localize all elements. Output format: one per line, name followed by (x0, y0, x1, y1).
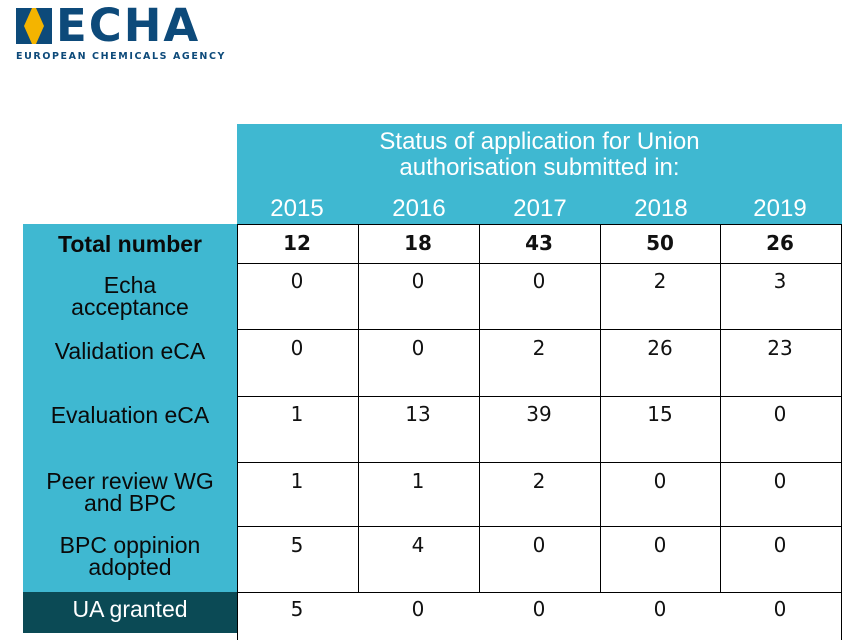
echa-logo (16, 0, 227, 64)
row-divider (237, 224, 842, 225)
cell-bpc-opinion-2016: 4 (411, 533, 425, 557)
table-header (237, 124, 842, 224)
cell-evaluation-eca-2019: 0 (773, 402, 787, 426)
row-divider (237, 526, 842, 527)
row-divider (237, 462, 842, 463)
cell-evaluation-eca-2017: 39 (526, 402, 552, 426)
cell-echa-acceptance-2019: 3 (773, 269, 787, 293)
row-label-text: Echa (103, 272, 157, 298)
cell-evaluation-eca-2015: 1 (290, 402, 304, 426)
cell-peer-review-2018: 0 (653, 469, 667, 493)
cell-peer-review-2019: 0 (773, 469, 787, 493)
cell-bpc-opinion-2015: 5 (290, 533, 304, 557)
row-label-text: UA granted (72, 596, 188, 622)
cell-total-2019: 26 (766, 231, 794, 255)
cell-ua-granted-2015: 5 (290, 597, 304, 621)
row-divider (237, 396, 842, 397)
cell-peer-review-2017: 2 (532, 469, 546, 493)
cell-total-2016: 18 (404, 231, 432, 255)
year-header-2018: 2018 (634, 195, 688, 222)
table-title-line-1: Status of application for Union (379, 128, 700, 155)
cell-validation-eca-2017: 2 (532, 336, 546, 360)
cell-total-2015: 12 (283, 231, 311, 255)
row-label-text: Total number (58, 230, 202, 257)
cell-bpc-opinion-2018: 0 (653, 533, 667, 557)
row-label-text: Evaluation eCA (50, 402, 210, 428)
cell-total-2018: 50 (646, 231, 674, 255)
row-label-text: Validation eCA (54, 338, 206, 364)
row-label-bpc-opinion (23, 526, 237, 592)
cell-validation-eca-2016: 0 (411, 336, 425, 360)
cell-bpc-opinion-2017: 0 (532, 533, 546, 557)
cell-echa-acceptance-2017: 0 (532, 269, 546, 293)
row-label-text: adopted (88, 554, 172, 580)
cell-peer-review-2016: 1 (411, 469, 425, 493)
cell-ua-granted-2018: 0 (653, 597, 667, 621)
cell-evaluation-eca-2018: 15 (647, 402, 673, 426)
cell-total-2017: 43 (525, 231, 553, 255)
year-header-2016: 2016 (392, 195, 446, 222)
cell-echa-acceptance-2015: 0 (290, 269, 304, 293)
row-label-echa-acceptance (23, 263, 237, 329)
year-header-2019: 2019 (753, 195, 807, 222)
cell-bpc-opinion-2019: 0 (773, 533, 787, 557)
cell-ua-granted-2019: 0 (773, 597, 787, 621)
cell-ua-granted-2017: 0 (532, 597, 546, 621)
row-label-text: BPC oppinion (59, 532, 201, 558)
row-label-peer-review (23, 462, 237, 526)
row-label-evaluation-eca (23, 396, 237, 462)
row-label-total-number (23, 224, 237, 263)
year-header-2015: 2015 (270, 195, 324, 222)
row-label-text: acceptance (71, 294, 189, 320)
row-label-ua-granted (23, 592, 237, 633)
row-label-text: Peer review WG (46, 468, 214, 494)
logo-subtitle: EUROPEAN CHEMICALS AGENCY (16, 51, 227, 62)
year-header-2017: 2017 (513, 195, 567, 222)
column-divider (841, 224, 842, 640)
cell-ua-granted-2016: 0 (411, 597, 425, 621)
echa-logo-mark-icon (16, 8, 52, 44)
cell-validation-eca-2018: 26 (647, 336, 673, 360)
row-label-validation-eca (23, 329, 237, 396)
logo-wordmark: ECHA (56, 0, 201, 52)
row-divider (237, 329, 842, 330)
cell-validation-eca-2019: 23 (767, 336, 793, 360)
cell-peer-review-2015: 1 (290, 469, 304, 493)
table-title (237, 129, 842, 181)
row-divider (237, 592, 842, 593)
table-title-line-2: authorisation submitted in: (399, 154, 680, 181)
cell-validation-eca-2015: 0 (290, 336, 304, 360)
cell-evaluation-eca-2016: 13 (405, 402, 431, 426)
row-label-text: and BPC (83, 490, 177, 516)
data-table (237, 224, 842, 640)
row-divider (237, 263, 842, 264)
cell-echa-acceptance-2016: 0 (411, 269, 425, 293)
cell-echa-acceptance-2018: 2 (653, 269, 667, 293)
